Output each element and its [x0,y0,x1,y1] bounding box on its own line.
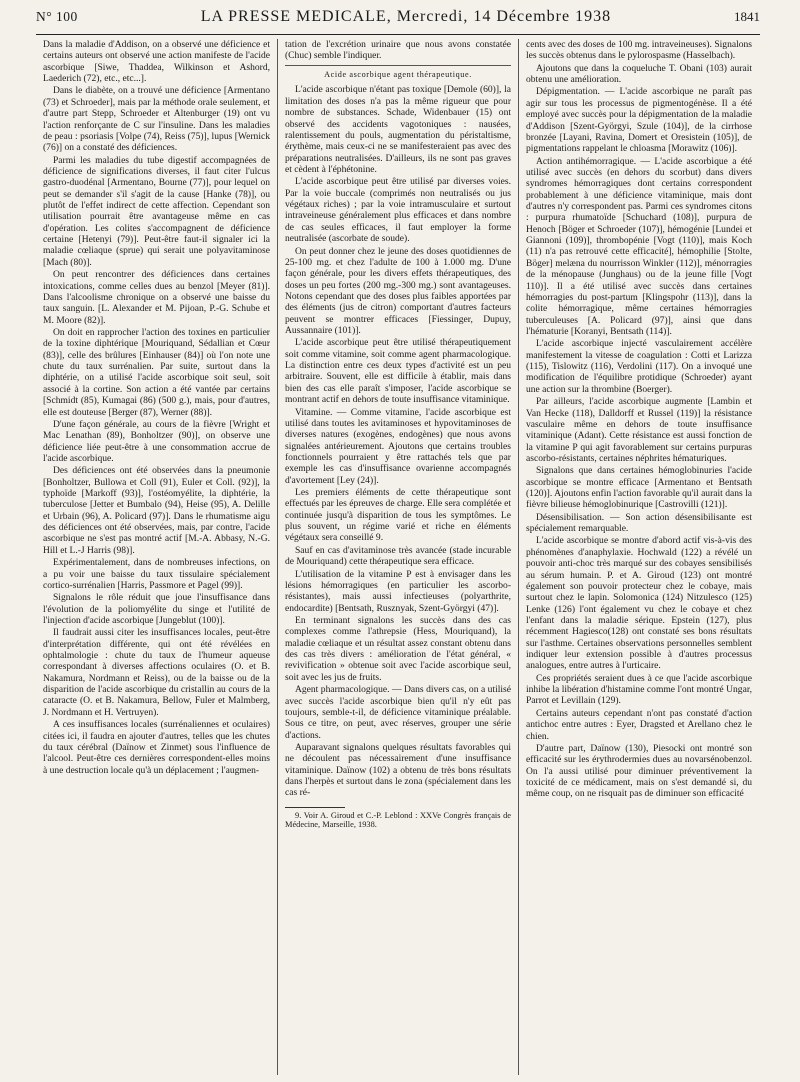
section-heading: Acide ascorbique agent thérapeutique. [285,65,511,80]
column-paragraph: Dans la maladie d'Addison, on a observé une déficience et certains auteurs ont observé une action manifeste de l'acide ascorbique [Siwe, Thaddea, Wilkinson et Ashord, Laederich (72), etc., etc...]. [43,39,270,85]
column-paragraph: Expérimentalement, dans de nombreuses infections, on a pu voir une baisse du taux tissulaire spécialement cortico-surrénalien [Harris, Passmore et Pagel (99)]. [43,557,270,591]
footnote: 9. Voir A. Giroud et C.-P. Leblond : XXVe Congrès français de Médecine, Marseille, 1938. [285,810,511,830]
column-paragraph: L'utilisation de la vitamine P est à envisager dans les lésions hémorragiques (en particulier les ascorbo-résistantes), mais aussi infectieuses (polyarthrite, endocardite) [Bentsath, Rusznyak, Szent-Györgyi (47)]. [285,568,511,614]
column-paragraph: Il faudrait aussi citer les insuffisances locales, peut-être d'interprétation différente, qui ont été révélées en ophtalmologie : chute du taux de l'humeur aqueuse correspondant à diverses affections oculaires (O. et B. Nakamura, Nordmann et Reiss), ou de la baisse ou de la disparition de l'acide ascorbique du cristallin au cours de la cataracte (O. et B. Nakamura, Bellow, Fuler et Malmberg, J. Nordmann et H. Vertruyen). [43,627,270,718]
page-number: 1841 [734,9,760,24]
column-paragraph: Dans le diabète, on a trouvé une déficience [Armentano (73) et Schroeder], mais par la méthode orale seulement, et d'autre part Stepp, Schroeder et Altenburger (19) ont vu l'action renforçante de C sur l'insuline. Dans les maladies de peau : psoriasis [Volpe (74), Reiss (75)], lupus [Wernick (76)] on a constaté des déficiences. [43,85,270,154]
column-paragraph: Signalons le rôle réduit que joue l'insuffisance dans l'évolution de la poliomyélite du singe et l'utilité de l'injection d'acide ascorbique [Jungeblut (100)]. [43,592,270,626]
column-paragraph: Signalons que dans certaines hémoglobinuries l'acide ascorbique se montre efficace [Armentano et Bentsath (120)]. Ajoutons enfin l'action favorable qu'il aurait dans la fièvre bilieuse hémoglobinurique [Castrovilli (121)]. [526,465,752,511]
column-paragraph: D'une façon générale, au cours de la fièvre [Wright et Mac Lenathan (89), Bonholtzer (90)], on observe une déficience liée peut-être à une consommation accrue de l'acide ascorbique. [43,418,270,464]
section-body [285,84,511,798]
column-right [518,39,759,1075]
column-paragraph: L'acide ascorbique peut être utilisé thérapeutiquement soit comme vitamine, soit comme agent pharmacologique. La distinction entre ces deux types d'activité est un peu arbitraire. Souvent, elle est difficile à établir, mais dans bien des cas elle paraît s'imposer, l'acide ascorbique se montrant actif en dehors de toute insuffisance vitaminique. [285,337,511,406]
text-columns [36,39,760,1075]
column-left [36,39,277,1075]
footnote-rule [285,807,345,808]
column-paragraph: L'acide ascorbique se montre d'abord actif vis-à-vis des phénomènes d'anaphylaxie. Hochwald (122) a révélé un pouvoir anti-choc très marqué sur des cobayes sensibilisés au sérum humain. P. et A. Giroud (123) ont montré également son pouvoir protecteur chez le cobaye, mais surtout chez le lapin. Solomonica (124) Nitzulesco (125) Lenke (126) l'ont également vu chez le cobaye et chez l'enfant dans la maladie sérique. Epstein (127), plus récemment Hagiesco(128) ont constaté ses bons résultats sur l'asthme. Certaines observations personnelles semblent indiquer leur extension possible à d'autres processus analogues, entre autres à l'urticaire. [526,535,752,672]
column-paragraph: Sauf en cas d'avitaminose très avancée (stade incurable de Mouriquand) cette thérapeutique sera efficace. [285,544,511,568]
column-paragraph: cents avec des doses de 100 mg. intraveineuses). Signalons les succès obtenus dans le pylorospasme (Hasselbach). [526,39,752,62]
column-paragraph: On doit en rapprocher l'action des toxines en particulier de la toxine diphtérique [Mouriquand, Sédallian et Cœur (83)], celle des brûlures [Einhauser (84)] où l'on note une chute du taux surrénalien. Par suite, surtout dans la diphtérie, on a utilisé l'acide ascorbique soit seul, soit associé à la cortine. Son action a été vantée par certains [Schmidt (85), Kumagai (86) (500 g.), mais, pour d'autres, elle est douteuse [Berger (87), Werner (88)]. [43,326,270,418]
column-paragraph: L'acide ascorbique n'étant pas toxique [Demole (60)], la limitation des doses n'a pas la même rigueur que pour nombre de substances. Schade, Widenbauer (15) ont observé des accidents vagotoniques : nausées, ralentissement du pouls, augmentation du péristaltisme, érythème, mais ceux-ci ne se manifesteraient pas avec des préparations neutralisées. D'ailleurs, ils ne sont pas graves et cèdent à l'éphétonine. [285,84,511,175]
column-paragraph: Des déficiences ont été observées dans la pneumonie [Bonholtzer, Bullowa et Coll (91), Euler et Coll. (92)], la typhoïde [Markoff (93)], l'ostéomyélite, la diphtérie, la tuberculose [Jetter et Bumbalo (94), Heise (95), A. Delille et Urbain (96), A. Policard (97)]. Dans le rhumatisme aigu des déficiences ont été observées, mais, par contre, l'acide ascorbique ne s'est pas montré actif [M.-A. Abbasy, N.-G. Hill et L.-J Harris (98)]. [43,465,270,556]
page-header [36,8,760,34]
column-paragraph: On peut rencontrer des déficiences dans certaines intoxications, comme celles dues au benzol [Meyer (81)]. Dans l'alcoolisme chronique on a observé une baisse du taux sanguin. [L. Alexander et M. Pijoan, P.-G. Schube et M. Moore (82)]. [43,269,270,326]
column-paragraph: L'acide ascorbique injecté vasculairement accélère manifestement la vitesse de coagulation : Cotti et Larizza (115), Tislowitz (116), Verdolini (117). On a invoqué une modification de l'équilibre protidique (Schroeder) ayant une action sur la thrombine (Boerger). [526,338,752,395]
column-paragraph: Les premiers éléments de cette thérapeutique sont effectués par les épreuves de charge. Elle sera complétée et continuée jusqu'à disparition de tous les symptômes. Le plus souvent, un régime varié et riche en éléments végétaux sera conseillé 9. [285,487,512,544]
header-rule [36,34,760,35]
column-paragraph: Désensibilisation. — Son action désensibilisante est spécialement remarquable. [526,511,752,535]
column-paragraph: Ces propriétés seraient dues à ce que l'acide ascorbique inhibe la libération d'histamine comme l'ont montré Ungar, Parrot et Levillain (129). [526,672,752,707]
column-paragraph: A ces insuffisances locales (surrénaliennes et oculaires) citées ici, il faudra en ajouter d'autres, telles que les chutes du taux cérébral (Daïnow et Zinmet) sous l'influence de l'alcool. Peut-être ces dernières correspondent-elles moins à une destruction locale qu'à un déplacement ; l'augmen- [43,719,270,776]
column-paragraph: Agent pharmacologique. — Dans divers cas, on a utilisé avec succès l'acide ascorbique bien qu'il n'y eût pas toujours, semble-t-il, de déficience vitaminique préalable. Sous ce titre, on peut, avec réserves, grouper une série d'actions. [285,684,511,741]
column-paragraph: L'acide ascorbique peut être utilisé par diverses voies. Par la voie buccale (comprimés non neutralisés ou jus végétaux riches) ; par la voie intramusculaire et surtout intraveineuse généralement plus efficaces et dans nombre de cas seules efficaces, il faut employer la forme neutralisée (ascorbate de soude). [285,176,511,245]
column-paragraph: On peut donner chez le jeune des doses quotidiennes de 25-100 mg. et chez l'adulte de 100 à 1.000 mg. D'une façon générale, pour les divers effets thérapeutiques, des doses un peu fortes (200 mg.-300 mg.) sont avantageuses. Notons cependant que des doses plus faibles apportées par des éléments (jus de citron) comportant d'autres facteurs peuvent se montrer efficaces [Fiessinger, Dupuy, Aussannaire (101)]. [285,245,511,337]
column-paragraph: Vitamine. — Comme vitamine, l'acide ascorbique est utilisé dans toutes les avitaminoses et hypovitaminoses de diverses natures (exogènes, endogènes) que nous avons signalées antérieurement. Ajoutons que certains troubles fonctionnels pourraient y être rattachés tels que par exemple les cas d'insuffisance ovarienne accompagnés d'avortement [Ley (24)]. [285,406,511,486]
issue-number: N° 100 [36,9,78,24]
column-paragraph: Dépigmentation. — L'acide ascorbique ne paraît pas agir sur tous les processus de pigmentogénèse. Il a été employé avec succès pour la dépigmentation de la maladie d'Addison [Szent-Györgyi, Szule (104)], de la cirrhose bronzée [Layani, Ravina, Domert et Oresistein (105)], de pigmentations rappelant le chloasma [Morawitz (106)]. [526,86,752,155]
journal-title: LA PRESSE MEDICALE, Mercredi, 14 Décembre 1938 [200,8,612,25]
column-middle [277,39,518,1075]
column-paragraph: Auparavant signalons quelques résultats favorables qui ne découlent pas nécessairement d'une insuffisance vitaminique. Daïnow (102) a obtenu de très bons résultats dans l'herpès et surtout dans le zona (spécialement dans les cas ré- [285,741,511,799]
column-paragraph: D'autre part, Daïnow (130), Piesocki ont montré son efficacité sur les érythrodermies dues au novarsénobenzol. On l'a aussi utilisé pour diminuer préventivement la toxicité de ce médicament, mais on s'est demandé si, du même coup, on ne risquait pas de diminuer son efficacité [526,742,752,800]
column-paragraph: Action antihémorragique. — L'acide ascorbique a été utilisé avec succès (en dehors du scorbut) dans divers syndromes hémorragiques dont certains correspondent probablement à une déficience vitaminique, mais dont d'autres n'y correspondent pas. Parmi ces syndromes citons : purpura rhumatoïde [Schuchard (108)], purpura de Henoch [Böger et Schroeder (107)], hémogénie [Lundei et Giannoni (109)], thrombopénie [Vogt (110)], mais Koch (11) n'a pas retrouvé cette efficacité], hémophilie [Stolte, Böger] melæna du nourrisson Winkler (112)], ménorragies de la ménopause (Junghaus) ou de la jeune fille [Vogt 110)]. Il a été utilisé avec succès dans certaines hémorragies du post-partum [Klingspohr (113)], dans la colite hémorragique, même certaines hémorragies tuberculeuses [A. Policard (97)], ainsi que dans l'hématurie [Koranyi, Bentsath (114)]. [526,155,752,337]
column-paragraph: Parmi les maladies du tube digestif accompagnées de déficience de significations diverses, il faut citer l'ulcus gastro-duodénal [Armentano, Bourne (77)], pour lequel on peut se demander s'il s'agit de la cause [Hanke (78)], ou plutôt de l'effet indirect de cette affection. Cependant son utilisation pourrait être avantageuse même en cas d'opération. Les colites s'accompagnent de déficience certaine [Hetenyi (79)]. Peut-être faut-il signaler ici la maladie cœliaque (sprue) qui serait une polyavitaminose [Mach (80)]. [43,154,270,268]
column-paragraph: tation de l'excrétion urinaire que nous avons constatée (Chuc) semble l'indiquer. [285,39,511,62]
column-paragraph: En terminant signalons les succès dans des cas complexes comme l'athrepsie (Hess, Mouriquand), la maladie cœliaque et un résultat assez constant obtenu dans des cas très divers : amélioration de l'état général, « revivification » obtenue soit avec l'acide ascorbique seul, soit avec les jus de fruits. [285,615,511,683]
column-paragraph: Par ailleurs, l'acide ascorbique augmente [Lambin et Van Hecke (118), Dalldorff et Russel (119)] la résistance vasculaire même en dehors de toute insuffisance vitaminique (Adant). Cette résistance est aussi fonction de la vitamine P qui agit favorablement sur certains purpuras ascorbo-résistants, certaines néphrites hématuriques. [526,396,752,464]
column-paragraph: Ajoutons que dans la coqueluche T. Obani (103) aurait obtenu une amélioration. [526,62,752,86]
column-paragraph: Certains auteurs cependant n'ont pas constaté d'action antichoc entre autres : Eyer, Dragsted et Arellano chez le chien. [526,707,752,742]
